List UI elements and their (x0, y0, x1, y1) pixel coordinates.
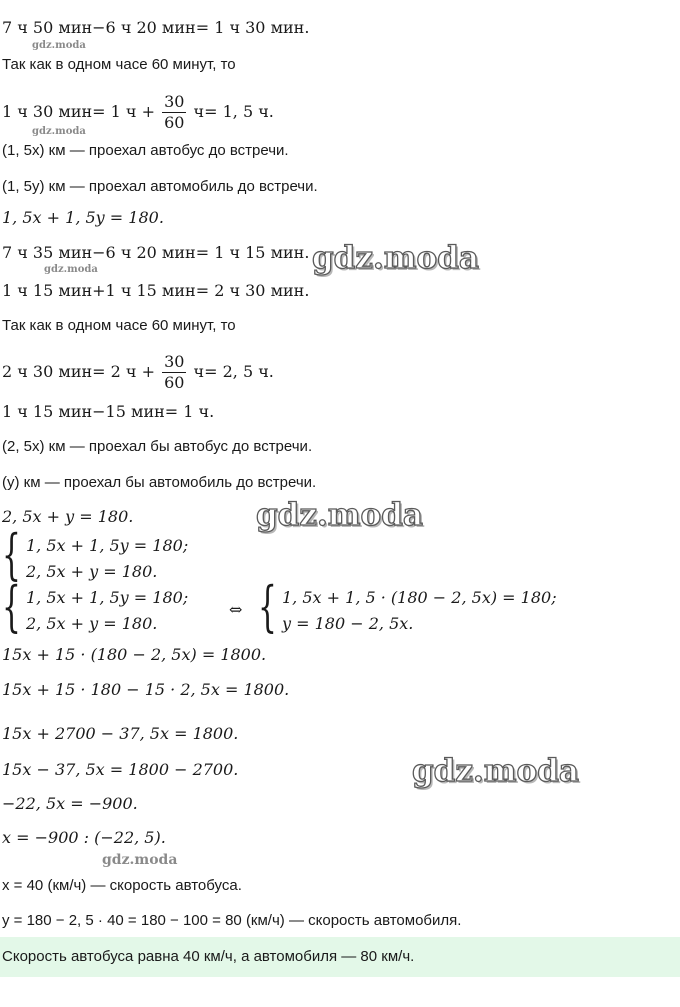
watermark-small: gdz.moda (102, 852, 178, 868)
fraction-1-numerator: 30 (164, 92, 185, 111)
equation-7: −22, 5x = −900. (2, 794, 138, 813)
line-time-sum: 1 ч 15 мин+1 ч 15 мин= 2 ч 30 мин. (2, 281, 310, 300)
fraction-2-numerator: 30 (164, 352, 185, 371)
equation-5: 15x + 2700 − 37, 5x = 1800. (2, 724, 239, 743)
car-speed-text: y = 180 − 2, 5 · 40 = 180 − 100 = 80 (км/ч) — скорость автомобиля. (2, 912, 462, 929)
fraction-1 (162, 92, 186, 133)
fraction-1-right: ч= 1, 5 ч. (193, 102, 274, 121)
fraction-2-left: 2 ч 30 мин= 2 ч + (2, 362, 155, 381)
equation-8: x = −900 : (−22, 5). (2, 828, 166, 847)
system-1-equation-2: 2, 5x + y = 180. (26, 562, 158, 581)
system-2-equation-1: 1, 5x + 1, 5y = 180; (26, 588, 189, 607)
system-3-equation-1: 1, 5x + 1, 5 · (180 − 2, 5x) = 180; (282, 588, 557, 607)
line-bus-speed (2, 876, 242, 896)
line-hour-note-1: Так как в одном часе 60 минут, то (2, 56, 236, 73)
system-1-equation-1: 1, 5x + 1, 5y = 180; (26, 536, 189, 555)
equation-4: 15x + 15 · 180 − 15 · 2, 5x = 1800. (2, 680, 290, 699)
equation-6: 15x − 37, 5x = 1800 − 2700. (2, 760, 239, 779)
system-brace-2: { (2, 575, 21, 638)
line-fraction-2 (2, 352, 274, 393)
fraction-2-right: ч= 2, 5 ч. (193, 362, 274, 381)
watermark-small: gdz.moda (32, 126, 86, 137)
line-car-speed (2, 911, 461, 931)
system-3-equation-2: y = 180 − 2, 5x. (282, 614, 414, 633)
fraction-2-denominator: 60 (164, 373, 185, 392)
line-time-diff-2: 7 ч 35 мин−6 ч 20 мин= 1 ч 15 мин. (2, 243, 310, 262)
line-car-distance-hypothetical: (y) км — проехал бы автомобиль до встречи. (2, 474, 317, 491)
watermark-small: gdz.moda (44, 264, 98, 275)
watermark-large: gdz.moda (412, 753, 579, 789)
equation-2: 2, 5x + y = 180. (2, 507, 134, 526)
bus-speed-text: x = 40 (км/ч) — скорость автобуса. (2, 877, 242, 894)
system-2-equation-2: 2, 5x + y = 180. (26, 614, 158, 633)
watermark-large: gdz.moda (312, 240, 479, 276)
line-time-diff-1: 7 ч 50 мин−6 ч 20 мин= 1 ч 30 мин. (2, 18, 310, 37)
line-car-distance: (1, 5y) км — проехал автомобиль до встречи. (2, 178, 318, 195)
equivalence-symbol: ⇔ (229, 600, 243, 619)
line-bus-distance-hypothetical: (2, 5x) км — проехал бы автобус до встречи. (2, 438, 313, 455)
system-brace-1: { (2, 523, 21, 586)
equation-3: 15x + 15 · (180 − 2, 5x) = 1800. (2, 645, 267, 664)
line-bus-distance: (1, 5x) км — проехал автобус до встречи. (2, 142, 289, 159)
fraction-1-left: 1 ч 30 мин= 1 ч + (2, 102, 155, 121)
answer-text: Скорость автобуса равна 40 км/ч, а автомобиля — 80 км/ч. (2, 948, 415, 965)
fraction-2 (162, 352, 186, 393)
watermark-small: gdz.moda (32, 40, 86, 51)
fraction-1-denominator: 60 (164, 113, 185, 132)
system-brace-3: { (258, 575, 277, 638)
line-hour-note-2: Так как в одном часе 60 минут, то (2, 317, 236, 334)
answer-box (0, 937, 680, 977)
watermark-large: gdz.moda (256, 497, 423, 533)
equation-1: 1, 5x + 1, 5y = 180. (2, 208, 164, 227)
line-time-diff-3: 1 ч 15 мин−15 мин= 1 ч. (2, 402, 215, 421)
